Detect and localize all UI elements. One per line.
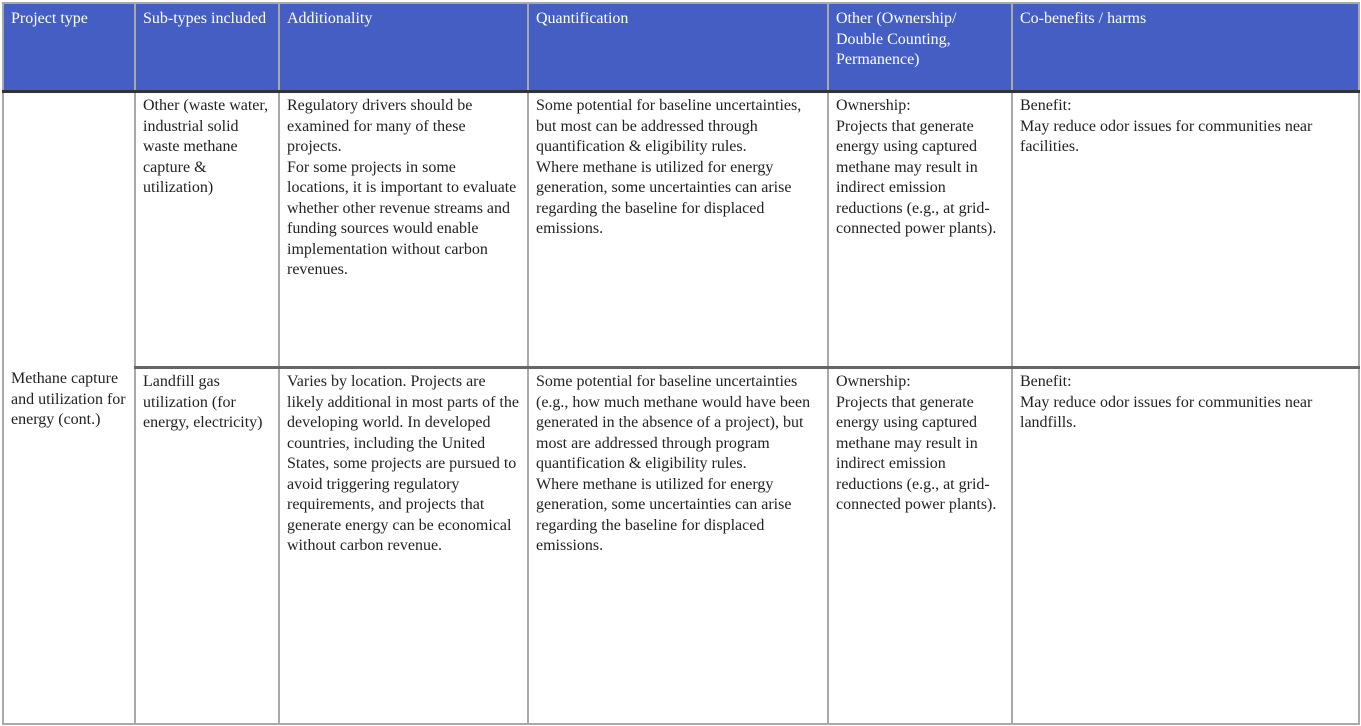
table-row [3,368,1359,725]
project-type-table [2,2,1360,725]
other-label: Ownership: [836,373,911,390]
subtype-cell [135,368,279,725]
additionality-cell [279,92,528,368]
quantification-paragraph: Some potential for baseline uncertainties, but most can be addressed through quantification & eligibility rules. [536,97,802,155]
subtype-text: Landfill gas utilization (for energy, electricity) [143,373,263,431]
cobenefits-cell [1012,92,1359,368]
cobenefits-label: Benefit: [1020,97,1072,114]
project-type-text: Methane capture and utilization for energy (cont.) [11,370,126,429]
header-project-type: Project type [3,3,135,92]
subtype-text: Other (waste water, industrial solid waste methane capture & utilization) [143,97,269,196]
subtype-cell [135,92,279,368]
other-cell [828,368,1012,725]
cobenefits-text: May reduce odor issues for communities near facilities. [1020,117,1313,155]
additionality-cell [279,368,528,725]
cobenefits-text: May reduce odor issues for communities near landfills. [1020,393,1313,431]
other-text: Projects that generate energy using captured methane may result in indirect emission reductions (e.g., at grid-connected power plants). [836,117,997,237]
additionality-paragraph: For some projects in some locations, it is important to evaluate whether other revenue streams and funding sources would enable implementation without carbon revenues. [287,158,517,278]
quantification-paragraph: Where methane is utilized for energy generation, some uncertainties can arise regarding the baseline for displaced emissions. [536,158,792,237]
project-type-cell [3,92,135,725]
header-co-benefits: Co-benefits / harms [1012,3,1359,92]
cobenefits-cell [1012,368,1359,725]
additionality-paragraph: Regulatory drivers should be examined for many of these projects. [287,97,473,155]
header-sub-types: Sub-types included [135,3,279,92]
quantification-paragraph: Where methane is utilized for energy generation, some uncertainties can arise regarding the baseline for displaced emissions. [536,475,792,554]
header-additionality: Additionality [279,3,528,92]
table-row [3,92,1359,368]
quantification-paragraph: Some potential for baseline uncertainties (e.g., how much methane would have been generated in the absence of a project), but most are addressed through program quantification & eligibility rules. [536,373,811,472]
quantification-cell [528,92,828,368]
header-quantification: Quantification [528,3,828,92]
additionality-paragraph: Varies by location. Projects are likely additional in most parts of the developing world. In developed countries, including the United States, some projects are pursued to avoid triggering regulatory requirements, and projects that generate energy can be economical without carbon revenue. [287,373,519,554]
other-text: Projects that generate energy using captured methane may result in indirect emission reductions (e.g., at grid-connected power plants). [836,393,997,513]
quantification-cell [528,368,828,725]
cobenefits-label: Benefit: [1020,373,1072,390]
other-cell [828,92,1012,368]
header-row [3,3,1359,92]
header-other: Other (Ownership/ Double Counting, Permanence) [828,3,1012,92]
other-label: Ownership: [836,97,911,114]
